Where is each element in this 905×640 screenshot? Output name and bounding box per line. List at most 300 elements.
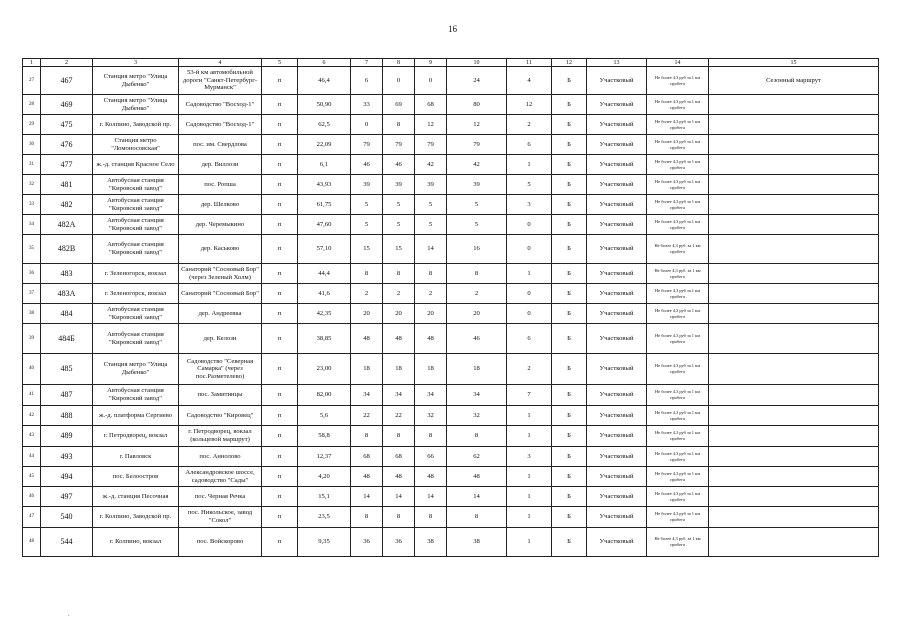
- tariff: Не более 4,3 руб. за 1 км пробега: [647, 264, 709, 284]
- note: [709, 447, 879, 467]
- route-kind: Участковый: [587, 235, 647, 264]
- route-kind: Участковый: [587, 528, 647, 557]
- col-9: 48: [415, 467, 447, 487]
- col-10: 62: [447, 447, 507, 467]
- route-length: 41,6: [298, 284, 351, 304]
- col-10: 80: [447, 95, 507, 115]
- end-point: пос. Ропша: [179, 175, 262, 195]
- tariff: Не более 4,3 руб за 1 км пробега: [647, 135, 709, 155]
- col-9: 12: [415, 115, 447, 135]
- header-cell-15: 15: [709, 59, 879, 67]
- start-point: г. Колпино, вокзал: [93, 528, 179, 557]
- route-kind: Участковый: [587, 175, 647, 195]
- col-10: 79: [447, 135, 507, 155]
- route-type: п: [262, 304, 298, 324]
- col-8: 15: [383, 235, 415, 264]
- header-cell-9: 9: [415, 59, 447, 67]
- route-number: 481: [41, 175, 93, 195]
- col-10: 8: [447, 507, 507, 528]
- header-cell-8: 8: [383, 59, 415, 67]
- tariff: Не более 4,3 руб за 1 км пробега: [647, 195, 709, 215]
- route-type: п: [262, 215, 298, 235]
- route-length: 23,5: [298, 507, 351, 528]
- vehicle-class: Б: [552, 235, 587, 264]
- col-8: 8: [383, 115, 415, 135]
- col-8: 48: [383, 467, 415, 487]
- route-kind: Участковый: [587, 467, 647, 487]
- col-10: 39: [447, 175, 507, 195]
- row-index: 41: [23, 385, 41, 406]
- col-11: 3: [507, 447, 552, 467]
- col-9: 8: [415, 507, 447, 528]
- table-row: [23, 487, 879, 507]
- vehicle-class: Б: [552, 487, 587, 507]
- start-point: Автобусная станция "Кировский завод": [93, 215, 179, 235]
- end-point: пос. Замитинцы: [179, 385, 262, 406]
- col-7: 20: [351, 304, 383, 324]
- route-type: п: [262, 354, 298, 385]
- route-type: п: [262, 528, 298, 557]
- col-11: 0: [507, 284, 552, 304]
- start-point: Станция метро "Ломоносовская": [93, 135, 179, 155]
- col-7: 5: [351, 215, 383, 235]
- note: [709, 354, 879, 385]
- col-7: 48: [351, 467, 383, 487]
- col-10: 14: [447, 487, 507, 507]
- footer-mark: .: [68, 612, 70, 618]
- vehicle-class: Б: [552, 284, 587, 304]
- route-length: 12,37: [298, 447, 351, 467]
- route-number: 497: [41, 487, 93, 507]
- col-11: 1: [507, 264, 552, 284]
- col-10: 48: [447, 467, 507, 487]
- start-point: Автобусная станция "Кировский завод": [93, 195, 179, 215]
- row-index: 44: [23, 447, 41, 467]
- col-11: 12: [507, 95, 552, 115]
- table-row: [23, 175, 879, 195]
- col-8: 5: [383, 195, 415, 215]
- header-cell-11: 11: [507, 59, 552, 67]
- route-length: 6,1: [298, 155, 351, 175]
- tariff: Не более 4,3 руб за 1 км пробега: [647, 354, 709, 385]
- table-body: [23, 59, 879, 557]
- col-8: 39: [383, 175, 415, 195]
- col-9: 2: [415, 284, 447, 304]
- table-row: [23, 385, 879, 406]
- col-9: 14: [415, 235, 447, 264]
- route-type: п: [262, 284, 298, 304]
- col-10: 24: [447, 67, 507, 95]
- route-length: 46,4: [298, 67, 351, 95]
- note: [709, 115, 879, 135]
- row-index: 40: [23, 354, 41, 385]
- route-length: 62,5: [298, 115, 351, 135]
- table-row: [23, 406, 879, 426]
- end-point: 53-й км автомобильной дороги "Санкт-Петербург-Мурманск": [179, 67, 262, 95]
- col-8: 36: [383, 528, 415, 557]
- col-8: 8: [383, 507, 415, 528]
- route-kind: Участковый: [587, 195, 647, 215]
- end-point: пос. Аннолово: [179, 447, 262, 467]
- col-11: 1: [507, 467, 552, 487]
- col-11: 0: [507, 215, 552, 235]
- route-number: 484Б: [41, 324, 93, 354]
- start-point: г. Петродворец, вокзал: [93, 426, 179, 447]
- route-number: 482А: [41, 215, 93, 235]
- col-10: 34: [447, 385, 507, 406]
- route-number: 482: [41, 195, 93, 215]
- route-type: п: [262, 264, 298, 284]
- col-8: 34: [383, 385, 415, 406]
- route-kind: Участковый: [587, 264, 647, 284]
- start-point: г. Колпино, Заводской пр.: [93, 115, 179, 135]
- route-number: 544: [41, 528, 93, 557]
- col-7: 46: [351, 155, 383, 175]
- tariff: Не более 4,3 руб за 1 км пробега: [647, 426, 709, 447]
- col-11: 1: [507, 487, 552, 507]
- row-index: 38: [23, 304, 41, 324]
- start-point: Автобусная станция "Кировский завод": [93, 304, 179, 324]
- col-8: 5: [383, 215, 415, 235]
- route-type: п: [262, 115, 298, 135]
- table-row: [23, 284, 879, 304]
- row-index: 45: [23, 467, 41, 487]
- col-8: 79: [383, 135, 415, 155]
- table-row: [23, 528, 879, 557]
- col-10: 12: [447, 115, 507, 135]
- route-kind: Участковый: [587, 115, 647, 135]
- tariff: Не более 4,3 руб за 1 км пробега: [647, 115, 709, 135]
- start-point: Автобусная станция "Кировский завод": [93, 324, 179, 354]
- vehicle-class: Б: [552, 406, 587, 426]
- col-10: 5: [447, 215, 507, 235]
- route-kind: Участковый: [587, 95, 647, 115]
- route-type: п: [262, 235, 298, 264]
- vehicle-class: Б: [552, 215, 587, 235]
- route-length: 44,4: [298, 264, 351, 284]
- header-cell-12: 12: [552, 59, 587, 67]
- table-row: [23, 354, 879, 385]
- col-7: 22: [351, 406, 383, 426]
- row-index: 29: [23, 115, 41, 135]
- col-9: 42: [415, 155, 447, 175]
- col-9: 48: [415, 324, 447, 354]
- tariff: Не более 4,3 руб за 1 км пробега: [647, 507, 709, 528]
- table-row: [23, 67, 879, 95]
- col-7: 79: [351, 135, 383, 155]
- route-length: 15,1: [298, 487, 351, 507]
- tariff: Не более 4,3 руб за 1 км пробега: [647, 155, 709, 175]
- col-9: 66: [415, 447, 447, 467]
- vehicle-class: Б: [552, 467, 587, 487]
- start-point: г. Зеленогорск, вокзал: [93, 284, 179, 304]
- note: [709, 264, 879, 284]
- col-11: 4: [507, 67, 552, 95]
- col-9: 0: [415, 67, 447, 95]
- row-index: 48: [23, 528, 41, 557]
- end-point: Садоводство "Северная Самарка" (через пос.Разметелево): [179, 354, 262, 385]
- col-8: 0: [383, 67, 415, 95]
- table-row: [23, 115, 879, 135]
- note: [709, 284, 879, 304]
- table-row: [23, 264, 879, 284]
- col-7: 8: [351, 264, 383, 284]
- col-9: 14: [415, 487, 447, 507]
- table-row: [23, 235, 879, 264]
- col-8: 46: [383, 155, 415, 175]
- col-9: 38: [415, 528, 447, 557]
- route-length: 38,85: [298, 324, 351, 354]
- col-10: 2: [447, 284, 507, 304]
- col-9: 20: [415, 304, 447, 324]
- col-7: 48: [351, 324, 383, 354]
- route-type: п: [262, 467, 298, 487]
- vehicle-class: Б: [552, 195, 587, 215]
- tariff: Не более 4,3 руб за 1 км пробега: [647, 175, 709, 195]
- tariff: Не более 4,3 руб за 1 км пробега: [647, 406, 709, 426]
- route-kind: Участковый: [587, 354, 647, 385]
- col-11: 1: [507, 426, 552, 447]
- route-kind: Участковый: [587, 385, 647, 406]
- col-9: 18: [415, 354, 447, 385]
- route-number: 483: [41, 264, 93, 284]
- start-point: ж.-д. платформа Сергиево: [93, 406, 179, 426]
- header-cell-4: 4: [179, 59, 262, 67]
- note: [709, 426, 879, 447]
- table-row: [23, 95, 879, 115]
- note: [709, 175, 879, 195]
- route-number: 476: [41, 135, 93, 155]
- route-length: 50,90: [298, 95, 351, 115]
- route-length: 61,75: [298, 195, 351, 215]
- route-type: п: [262, 406, 298, 426]
- col-7: 2: [351, 284, 383, 304]
- header-cell-13: 13: [587, 59, 647, 67]
- route-number: 483А: [41, 284, 93, 304]
- col-8: 48: [383, 324, 415, 354]
- table-row: [23, 135, 879, 155]
- start-point: Станция метро "Улица Дыбенко": [93, 67, 179, 95]
- note: [709, 195, 879, 215]
- col-9: 32: [415, 406, 447, 426]
- route-kind: Участковый: [587, 507, 647, 528]
- note: [709, 304, 879, 324]
- route-number: 475: [41, 115, 93, 135]
- end-point: пос. Никольское, завод "Сокол": [179, 507, 262, 528]
- col-9: 8: [415, 426, 447, 447]
- route-number: 540: [41, 507, 93, 528]
- row-index: 47: [23, 507, 41, 528]
- table-row: [23, 304, 879, 324]
- col-9: 8: [415, 264, 447, 284]
- header-row: [23, 59, 879, 67]
- header-cell-7: 7: [351, 59, 383, 67]
- route-number: 469: [41, 95, 93, 115]
- tariff: Не более 4,3 руб за 1 км пробега: [647, 487, 709, 507]
- end-point: дер. Каськово: [179, 235, 262, 264]
- col-8: 22: [383, 406, 415, 426]
- row-index: 30: [23, 135, 41, 155]
- col-10: 8: [447, 426, 507, 447]
- vehicle-class: Б: [552, 528, 587, 557]
- row-index: 36: [23, 264, 41, 284]
- route-kind: Участковый: [587, 447, 647, 467]
- start-point: ж.-д. станция Красное Село: [93, 155, 179, 175]
- vehicle-class: Б: [552, 95, 587, 115]
- col-8: 68: [383, 447, 415, 467]
- route-length: 5,6: [298, 406, 351, 426]
- end-point: Садоводство "Восход-1": [179, 95, 262, 115]
- start-point: г. Павловск: [93, 447, 179, 467]
- route-type: п: [262, 175, 298, 195]
- col-7: 8: [351, 507, 383, 528]
- route-type: п: [262, 487, 298, 507]
- col-7: 5: [351, 195, 383, 215]
- col-11: 7: [507, 385, 552, 406]
- route-number: 488: [41, 406, 93, 426]
- row-index: 32: [23, 175, 41, 195]
- vehicle-class: Б: [552, 115, 587, 135]
- col-8: 8: [383, 426, 415, 447]
- row-index: 39: [23, 324, 41, 354]
- table-row: [23, 447, 879, 467]
- header-cell-2: 2: [41, 59, 93, 67]
- start-point: Станция метро "Улица Дыбенко": [93, 95, 179, 115]
- col-10: 5: [447, 195, 507, 215]
- row-index: 33: [23, 195, 41, 215]
- tariff: Не более 4,3 руб. за 1 км пробега: [647, 528, 709, 557]
- col-11: 1: [507, 406, 552, 426]
- col-8: 20: [383, 304, 415, 324]
- row-index: 31: [23, 155, 41, 175]
- route-type: п: [262, 426, 298, 447]
- col-11: 1: [507, 507, 552, 528]
- end-point: дер. Келози: [179, 324, 262, 354]
- col-10: 16: [447, 235, 507, 264]
- col-9: 79: [415, 135, 447, 155]
- route-number: 485: [41, 354, 93, 385]
- col-10: 18: [447, 354, 507, 385]
- header-cell-3: 3: [93, 59, 179, 67]
- end-point: Санаторий "Сосновый Бор": [179, 284, 262, 304]
- end-point: г. Петродворец, вокзал (кольцевой маршрут): [179, 426, 262, 447]
- vehicle-class: Б: [552, 304, 587, 324]
- route-kind: Участковый: [587, 215, 647, 235]
- route-length: 43,93: [298, 175, 351, 195]
- note: [709, 235, 879, 264]
- end-point: дер. Черемыкино: [179, 215, 262, 235]
- note: [709, 324, 879, 354]
- route-type: п: [262, 195, 298, 215]
- route-type: п: [262, 67, 298, 95]
- route-kind: Участковый: [587, 67, 647, 95]
- route-number: 467: [41, 67, 93, 95]
- route-length: 4,20: [298, 467, 351, 487]
- table-row: [23, 195, 879, 215]
- row-index: 27: [23, 67, 41, 95]
- col-7: 68: [351, 447, 383, 467]
- route-length: 57,10: [298, 235, 351, 264]
- header-cell-6: 6: [298, 59, 351, 67]
- col-7: 8: [351, 426, 383, 447]
- col-7: 15: [351, 235, 383, 264]
- table-row: [23, 426, 879, 447]
- col-11: 2: [507, 115, 552, 135]
- vehicle-class: Б: [552, 175, 587, 195]
- col-9: 34: [415, 385, 447, 406]
- col-8: 2: [383, 284, 415, 304]
- route-type: п: [262, 135, 298, 155]
- tariff: Не более 4,3 руб за 1 км пробега: [647, 284, 709, 304]
- col-11: 1: [507, 528, 552, 557]
- row-index: 34: [23, 215, 41, 235]
- note: [709, 507, 879, 528]
- row-index: 43: [23, 426, 41, 447]
- row-index: 35: [23, 235, 41, 264]
- note: [709, 135, 879, 155]
- col-8: 69: [383, 95, 415, 115]
- route-kind: Участковый: [587, 135, 647, 155]
- col-7: 34: [351, 385, 383, 406]
- note: [709, 467, 879, 487]
- note: [709, 215, 879, 235]
- note: [709, 95, 879, 115]
- end-point: дер. Шелково: [179, 195, 262, 215]
- route-kind: Участковый: [587, 284, 647, 304]
- col-10: 38: [447, 528, 507, 557]
- start-point: пос. Белоостров: [93, 467, 179, 487]
- note: [709, 406, 879, 426]
- note: Сезонный маршрут: [709, 67, 879, 95]
- col-11: 6: [507, 324, 552, 354]
- route-kind: Участковый: [587, 426, 647, 447]
- table-row: [23, 155, 879, 175]
- tariff: Не более 4,3 руб за 1 км пробега: [647, 304, 709, 324]
- route-kind: Участковый: [587, 155, 647, 175]
- start-point: Автобусная станция "Кировский завод": [93, 385, 179, 406]
- route-kind: Участковый: [587, 487, 647, 507]
- tariff: Не более 4,3 руб за 1 км пробега: [647, 385, 709, 406]
- tariff: Не более 4,3 руб за 1 км пробега: [647, 447, 709, 467]
- route-length: 9,35: [298, 528, 351, 557]
- col-8: 18: [383, 354, 415, 385]
- tariff: Не более 4,3 руб за 1 км пробега: [647, 215, 709, 235]
- end-point: дер. Андреевка: [179, 304, 262, 324]
- route-length: 47,60: [298, 215, 351, 235]
- vehicle-class: Б: [552, 507, 587, 528]
- route-length: 42,35: [298, 304, 351, 324]
- vehicle-class: Б: [552, 135, 587, 155]
- col-10: 20: [447, 304, 507, 324]
- col-9: 39: [415, 175, 447, 195]
- header-cell-5: 5: [262, 59, 298, 67]
- route-length: 58,8: [298, 426, 351, 447]
- vehicle-class: Б: [552, 67, 587, 95]
- col-11: 3: [507, 195, 552, 215]
- vehicle-class: Б: [552, 324, 587, 354]
- start-point: г. Колпино, Заводской пр.: [93, 507, 179, 528]
- route-number: 489: [41, 426, 93, 447]
- vehicle-class: Б: [552, 385, 587, 406]
- col-11: 6: [507, 135, 552, 155]
- col-7: 39: [351, 175, 383, 195]
- route-kind: Участковый: [587, 406, 647, 426]
- table-row: [23, 467, 879, 487]
- route-length: 23,00: [298, 354, 351, 385]
- start-point: Станция метро "Улица Дыбенко": [93, 354, 179, 385]
- col-7: 0: [351, 115, 383, 135]
- start-point: ж.-д. станция Песочная: [93, 487, 179, 507]
